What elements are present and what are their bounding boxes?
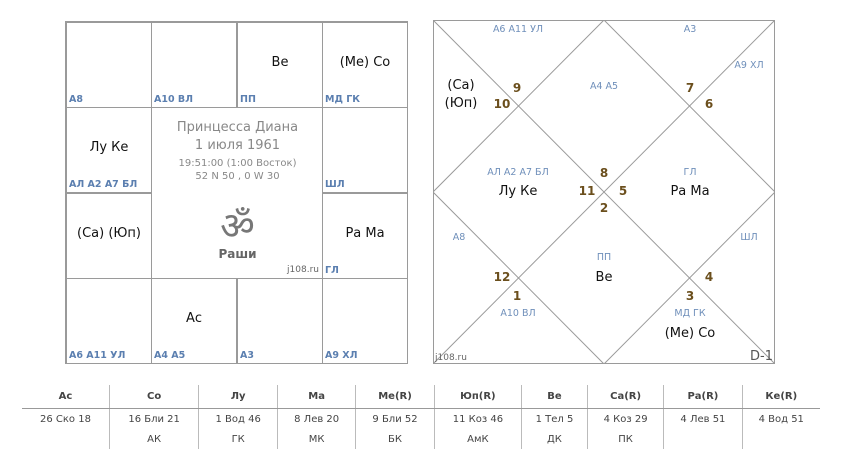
cell-aspects: А6 А11 УЛ [69,350,126,361]
house-aspects: ШЛ [740,232,758,243]
house-number: 6 [704,97,714,111]
cell-aspects: МД ГК [325,94,361,105]
house-number: 4 [704,270,714,284]
birth-coordinates: 52 N 50 , 0 W 30 [195,171,280,182]
position-cell: 4 Коз 29 [587,409,663,430]
cell-aspects: ПП [240,94,256,105]
house-number: 12 [493,270,511,284]
cell-planets: Ра Ма [345,226,385,241]
birth-time: 19:51:00 (1:00 Восток) [178,158,297,169]
south-cell [66,22,152,108]
karaka-cell: ПК [587,429,663,449]
house-aspects: АЛ А2 А7 БЛ [487,167,549,178]
table-header: Ке(R) [742,385,820,409]
karaka-cell: БК [356,429,435,449]
house-number: 9 [512,81,522,95]
house-aspects: МД ГК [674,308,706,319]
table-header: Ма [278,385,356,409]
division-label: D-1 [750,349,773,364]
south-cell [66,107,152,193]
karaka-cell [664,429,742,449]
cell-planets: Лу Ке [89,140,129,155]
house-number: 5 [618,184,628,198]
table-header: Лу [199,385,278,409]
south-cell [151,278,237,364]
south-cell [322,107,408,193]
house-number: 11 [578,184,596,198]
position-cell: 4 Лев 51 [664,409,742,430]
table-header: Ме(R) [356,385,435,409]
position-cell: 26 Ско 18 [40,413,91,425]
house-planets: (Ме) Со [664,326,716,341]
cell-aspects: АЛ А2 А7 БЛ [69,179,138,190]
person-name: Принцесса Диана [176,120,299,135]
house-planets: (Са) [447,78,475,93]
chart-center-info [152,108,323,279]
table-header: Юп(R) [434,385,521,409]
position-cell: 8 Лев 20 [278,409,356,430]
cell-aspects: A10 ВЛ [154,94,194,105]
planet-positions-table [22,385,820,449]
table-header: Ве [522,385,588,409]
karaka-cell: ГК [199,429,278,449]
south-cell [237,22,323,108]
table-row [22,429,820,449]
table-row [22,409,820,430]
karaka-cell: АК [109,429,198,449]
south-cell [151,22,237,108]
cell-planets: (Ме) Со [339,55,391,70]
south-cell [322,193,408,279]
south-cell [322,22,408,108]
position-cell: 1 Вод 46 [199,409,278,430]
house-number: 3 [685,289,695,303]
karaka-cell: АмК [434,429,521,449]
house-aspects: ГЛ [683,167,697,178]
house-planets: Лу Ке [498,184,538,199]
house-number: 2 [599,201,609,215]
position-cell: 4 Вод 51 [742,409,820,430]
south-cell [322,278,408,364]
house-number: 8 [599,166,609,180]
cell-aspects: А4 А5 [154,350,186,361]
house-aspects: ПП [596,252,612,263]
chart-grid [433,20,775,364]
house-aspects: А3 [683,24,697,35]
house-aspects: А8 [452,232,466,243]
cell-planets: (Са) (Юп) [77,226,141,241]
house-aspects: А10 ВЛ [500,308,536,319]
cell-aspects: A8 [69,94,83,105]
cell-aspects: ГЛ [325,265,339,276]
site-watermark: j108.ru [287,265,319,275]
position-cell: 9 Бли 52 [356,409,435,430]
cell-aspects: ШЛ [325,179,345,190]
cell-aspects: А3 [240,350,254,361]
house-aspects: А9 ХЛ [734,60,764,71]
position-cell: 1 Тел 5 [522,409,588,430]
cell-planets: Ас [185,311,203,326]
chart-title: Раши [218,247,257,261]
karaka-cell [742,429,820,449]
table-header: Со [109,385,198,409]
house-planets: Ра Ма [670,184,710,199]
south-cell [66,278,152,364]
south-cell [66,193,152,279]
house-planets: Ве [595,270,613,285]
om-icon: ॐ [220,204,255,248]
karaka-cell [22,429,109,449]
position-cell: 11 Коз 46 [434,409,521,430]
house-aspects: А6 А11 УЛ [492,24,544,35]
table-header: Ас [22,385,109,409]
karaka-cell: МК [278,429,356,449]
house-number: 7 [685,81,695,95]
house-number: 10 [493,97,511,111]
house-planets: (Юп) [444,96,478,111]
rasi-south-chart [65,21,408,364]
south-cell [237,278,323,364]
site-watermark: j108.ru [435,353,467,363]
karaka-cell: ДК [522,429,588,449]
table-header-row [22,385,820,409]
birth-date: 1 июля 1961 [194,138,281,153]
house-number: 1 [512,289,522,303]
cell-aspects: А9 ХЛ [325,350,358,361]
rasi-north-chart [433,20,775,364]
house-aspects: А4 А5 [589,81,619,92]
cell-planets: Ве [271,55,289,70]
table-header: Са(R) [587,385,663,409]
table-header: Ра(R) [664,385,742,409]
position-cell: 16 Бли 21 [109,409,198,430]
